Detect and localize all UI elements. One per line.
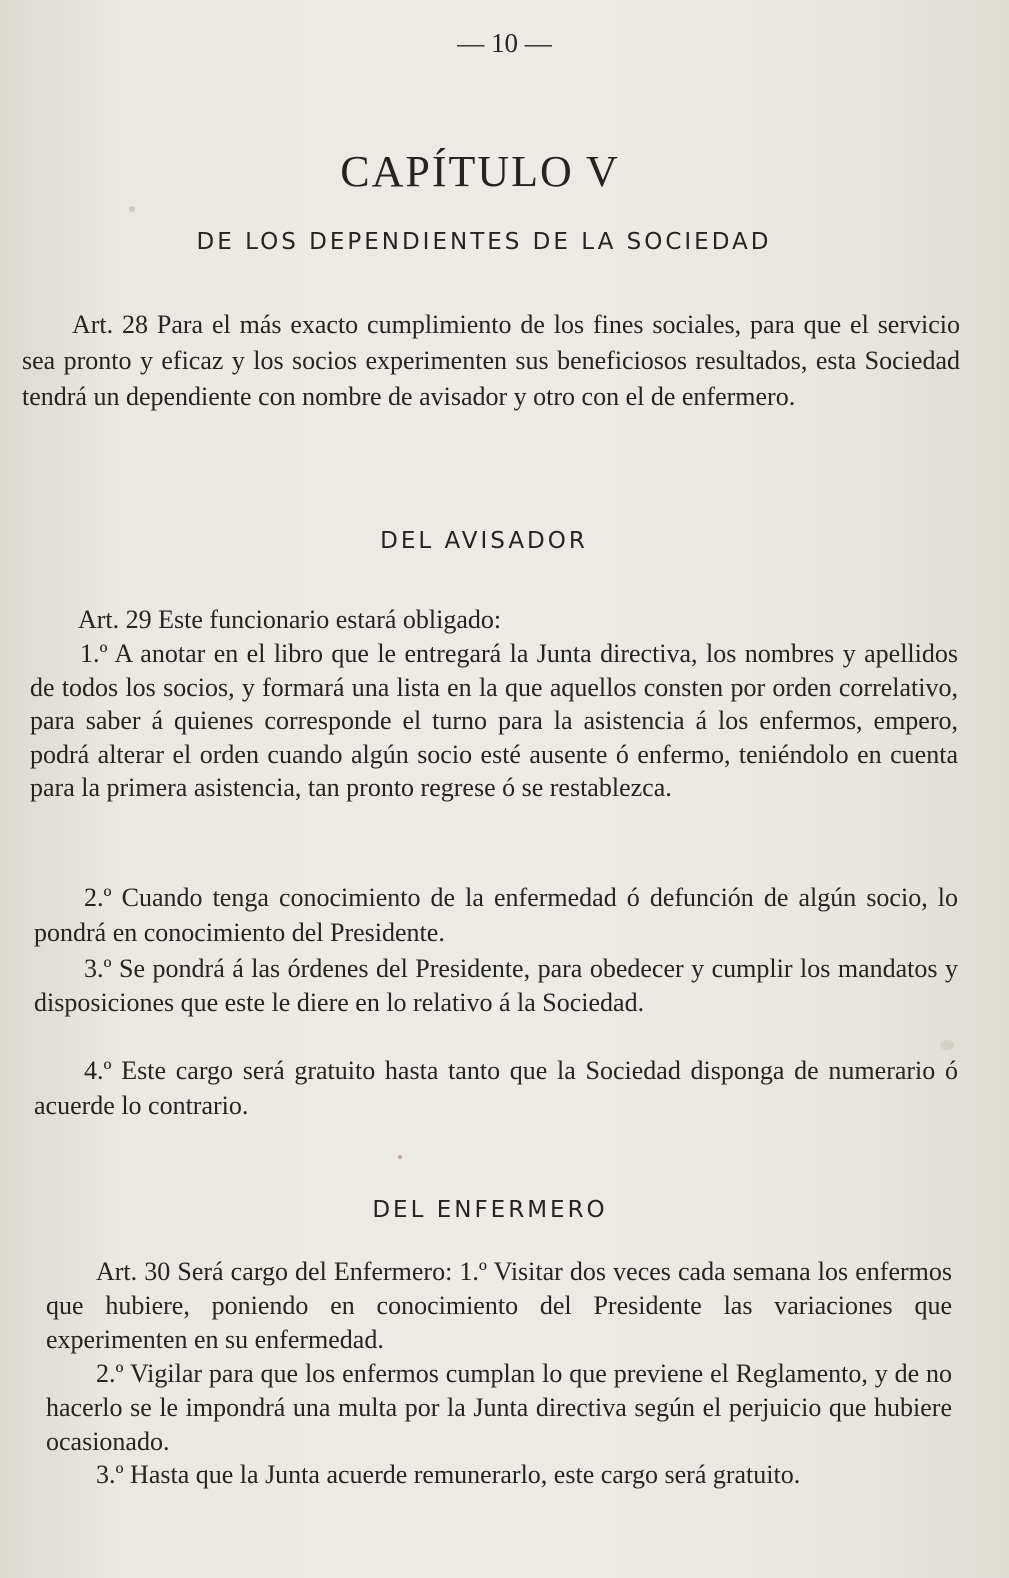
page-number: — 10 — xyxy=(457,28,552,58)
article-29-item-2: 2.º Cuando tenga conocimiento de la enfermedad ó defunción de algún socio, lo pondrá en conocimiento del Presidente. xyxy=(34,883,958,947)
chapter-subtitle: DE LOS DEPENDIENTES DE LA SOCIEDAD xyxy=(196,229,772,255)
section-heading-avisador: DEL AVISADOR xyxy=(380,528,588,554)
article-29-item-1: 1.º A anotar en el libro que le entregará la Junta directiva, los nombres y apellidos de todos los socios, y formará una lista en la que aquellos consten por orden correlativo, para saber á quienes corresponde el turno para la asistencia á los enfermos, empero, podrá alterar el orden cuando algún socio esté ausente ó enfermo, teniéndolo en cuenta para la primera asistencia, tan pronto regrese ó se restablezca. xyxy=(30,639,958,802)
article-29-item-4: 4.º Este cargo será gratuito hasta tanto que la Sociedad disponga de numerario ó acuerde lo contrario. xyxy=(34,1056,958,1120)
chapter-title: CAPÍTULO V xyxy=(340,147,620,196)
article-29: Art. 29 Este funcionario estará obligado: xyxy=(78,605,502,634)
article-30-item-2: 2.º Vigilar para que los enfermos cumplan lo que previene el Reglamento, y de no hacerlo se le impondrá una multa por la Junta directiva según el perjuicio que hubiere ocasionado. xyxy=(46,1359,952,1456)
paper-stain xyxy=(940,1040,954,1050)
ink-spot xyxy=(398,1155,402,1159)
section-heading-enfermero: DEL ENFERMERO xyxy=(372,1197,608,1223)
article-28: Art. 28 Para el más exacto cumplimiento de los fines sociales, para que el servicio sea pronto y eficaz y los socios experimenten sus beneficiosos resultados, esta Sociedad tendrá un dependiente con nombre de avisador y otro con el de enfermero. xyxy=(22,310,960,411)
article-30: Art. 30 Será cargo del Enfermero: 1.º Visitar dos veces cada semana los enfermos que hubiere, poniendo en conocimiento del Presidente las variaciones que experimenten en su enfermedad. xyxy=(46,1257,952,1354)
article-30-item-3: 3.º Hasta que la Junta acuerde remunerarlo, este cargo será gratuito. xyxy=(96,1460,801,1489)
article-29-item-3: 3.º Se pondrá á las órdenes del Presidente, para obedecer y cumplir los mandatos y disposiciones que este le diere en lo relativo á la Sociedad. xyxy=(34,954,958,1017)
ink-spot xyxy=(129,206,135,212)
